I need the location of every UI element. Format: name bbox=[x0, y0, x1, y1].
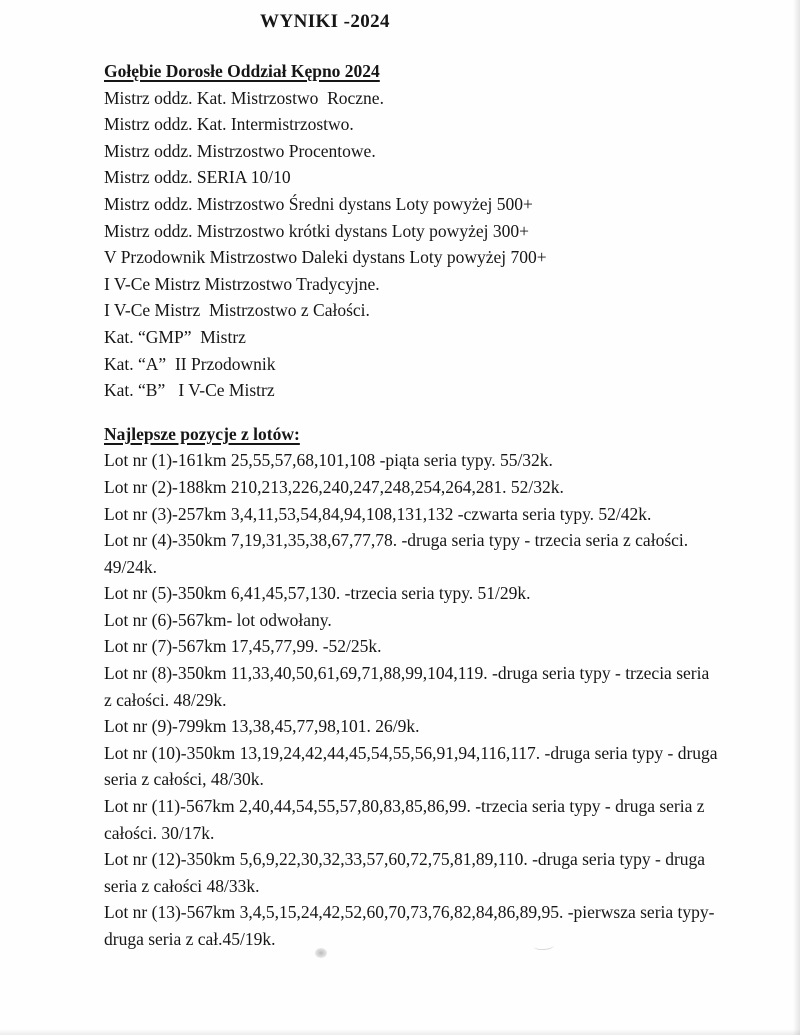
championship-line: I V-Ce Mistrz Mistrzostwo Tradycyjne. bbox=[104, 273, 380, 294]
championship-line: Mistrz oddz. Kat. Intermistrzostwo. bbox=[104, 114, 354, 135]
document-content bbox=[104, 58, 720, 953]
flight-result-line: Lot nr (12)-350km 5,6,9,22,30,32,33,57,60,72,75,81,89,110. -druga seria typy - druga seria z całości 48/33k. bbox=[104, 849, 710, 896]
championship-line: Mistrz oddz. Mistrzostwo krótki dystans Loty powyżej 300+ bbox=[104, 220, 529, 241]
flight-result-line: Lot nr (11)-567km 2,40,44,54,55,57,80,83,85,86,99. -trzecia seria typy - druga seria z całości. 30/17k. bbox=[104, 796, 709, 843]
flight-result-line: Lot nr (2)-188km 210,213,226,240,247,248,254,264,281. 52/32k. bbox=[104, 476, 564, 497]
championship-line: Kat. “B” I V-Ce Mistrz bbox=[104, 380, 275, 401]
championship-line: V Przodownik Mistrzostwo Daleki dystans Loty powyżej 700+ bbox=[104, 247, 547, 268]
section-adults bbox=[104, 58, 720, 404]
scan-artifact bbox=[315, 948, 327, 958]
flight-result-line: Lot nr (10)-350km 13,19,24,42,44,45,54,55,56,91,94,116,117. -druga seria typy - druga seria z całości, 48/30k. bbox=[104, 742, 722, 790]
flight-result-line: Lot nr (5)-350km 6,41,45,57,130. -trzecia seria typy. 51/29k. bbox=[104, 583, 531, 604]
flight-result-line: Lot nr (9)-799km 13,38,45,77,98,101. 26/9k. bbox=[104, 716, 420, 737]
flight-result-line: Lot nr (8)-350km 11,33,40,50,61,69,71,88,99,104,119. -druga seria typy - trzecia seria z całości. 48/29k. bbox=[104, 663, 714, 710]
section-heading-best-positions: Najlepsze pozycje z lotów: bbox=[104, 423, 300, 444]
flight-result-line: Lot nr (6)-567km- lot odwołany. bbox=[104, 609, 332, 630]
championship-line: Mistrz oddz. Kat. Mistrzostwo Roczne. bbox=[104, 87, 384, 108]
championship-line: Kat. “A” II Przodownik bbox=[104, 353, 276, 374]
section-best-positions bbox=[104, 421, 720, 953]
scan-edge-shadow bbox=[793, 0, 800, 1035]
flight-result-line: Lot nr (7)-567km 17,45,77,99. -52/25k. bbox=[104, 636, 382, 657]
championship-line: Mistrz oddz. Mistrzostwo Procentowe. bbox=[104, 140, 376, 161]
scan-edge-shadow bbox=[0, 1029, 800, 1035]
page-title: WYNIKI -2024 bbox=[260, 11, 390, 32]
section-heading-adults: Gołębie Dorosłe Oddział Kępno 2024 bbox=[104, 61, 380, 81]
flight-result-line: Lot nr (4)-350km 7,19,31,35,38,67,77,78. -druga seria typy - trzecia seria z całości. 49/24k. bbox=[104, 530, 693, 577]
flight-result-line: Lot nr (1)-161km 25,55,57,68,101,108 -piąta seria typy. 55/32k. bbox=[104, 450, 553, 471]
championship-line: Kat. “GMP” Mistrz bbox=[104, 326, 246, 347]
championship-line: I V-Ce Mistrz Mistrzostwo z Całości. bbox=[104, 300, 370, 321]
championship-line: Mistrz oddz. SERIA 10/10 bbox=[104, 167, 291, 188]
championship-line: Mistrz oddz. Mistrzostwo Średni dystans Loty powyżej 500+ bbox=[104, 193, 533, 214]
flight-result-line: Lot nr (3)-257km 3,4,11,53,54,84,94,108,131,132 -czwarta seria typy. 52/42k. bbox=[104, 503, 652, 524]
flight-result-line: Lot nr (13)-567km 3,4,5,15,24,42,52,60,70,73,76,82,84,86,89,95. -pierwsza seria typy-druga seria z cał.45/19k. bbox=[104, 902, 715, 949]
